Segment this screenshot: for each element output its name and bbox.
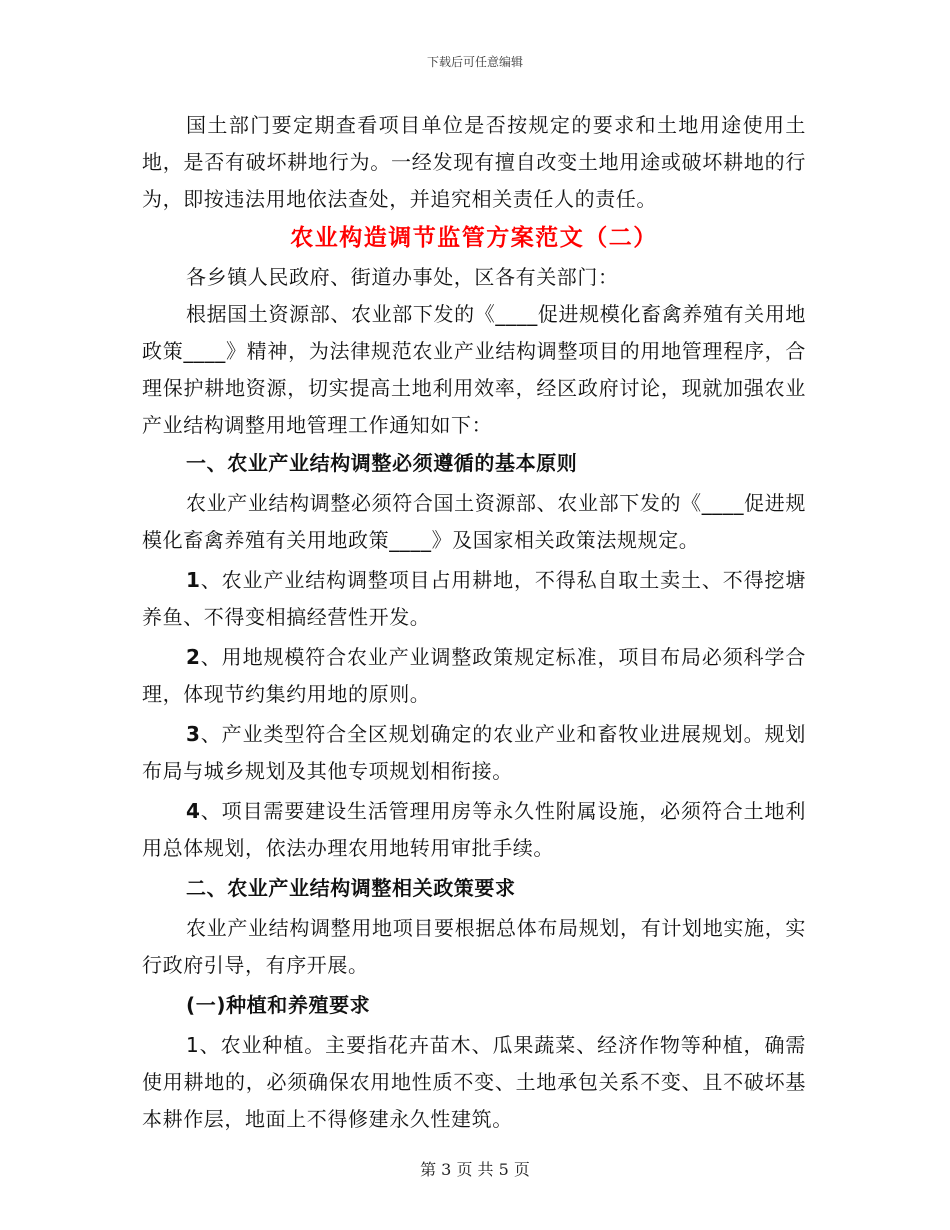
- section-1-item-1: [142, 562, 806, 636]
- page-header: 下载后可任意编辑: [426, 55, 523, 69]
- section-1-item-3: [142, 716, 806, 790]
- document-title: 农业构造调节监管方案范文（二）: [290, 225, 658, 251]
- opening-paragraph: 根据国土资源部、农业部下发的《____促进规模化畜禽养殖有关用地政策____》精神，为法律规范农业产业结构调整项目的用地管理程序，合理保护耕地资源，切实提高土地利用效率，经区政府讨论，现就加强农业产业结构调整用地管理工作通知如下：: [142, 302, 806, 437]
- item-text: 、产业类型符合全区规划确定的农业产业和畜牧业进展规划。规划布局与城乡规划及其他专项规划相衔接。: [142, 722, 806, 783]
- item-number: 4: [186, 799, 201, 823]
- document-body: [142, 107, 806, 1138]
- item-text: 、用地规模符合农业产业调整政策规定标准，项目布局必须科学合理，体现节约集约用地的原则。: [142, 645, 806, 706]
- section-1-item-2: [142, 639, 806, 713]
- item-number: 1: [186, 568, 201, 592]
- salutation: 各乡镇人民政府、街道办事处，区各有关部门：: [186, 265, 619, 289]
- item-number: 3: [186, 722, 201, 746]
- section-1-heading: 一、农业产业结构调整必须遵循的基本原则: [186, 451, 578, 475]
- item-text: 、农业产业结构调整项目占用耕地，不得私自取土卖土、不得挖塘养鱼、不得变相搞经营性开发。: [142, 568, 806, 629]
- intro-paragraph: 国土部门要定期查看项目单位是否按规定的要求和土地用途使用土地，是否有破坏耕地行为。一经发现有擅自改变土地用途或破坏耕地的行为，即按违法用地依法查处，并追究相关责任人的责任。: [142, 113, 806, 211]
- section-1-item-4: [142, 793, 806, 867]
- item-text: 、项目需要建设生活管理用房等永久性附属设施，必须符合土地利用总体规划，依法办理农用地转用审批手续。: [142, 799, 806, 860]
- page-footer: 第 3 页 共 5 页: [420, 1160, 530, 1179]
- section-2-item-1: 1、农业种植。主要指花卉苗木、瓜果蔬菜、经济作物等种植，确需使用耕地的，必须确保农用地性质不变、土地承包关系不变、且不破坏基本耕作层，地面上不得修建永久性建筑。: [142, 1033, 806, 1131]
- section-2-subheading: (一)种植和养殖要求: [186, 993, 371, 1017]
- section-1-intro: 农业产业结构调整必须符合国土资源部、农业部下发的《____促进规模化畜禽养殖有关用地政策____》及国家相关政策法规规定。: [142, 491, 806, 552]
- section-2-heading: 二、农业产业结构调整相关政策要求: [186, 876, 516, 900]
- item-number: 2: [186, 645, 201, 669]
- section-2-intro: 农业产业结构调整用地项目要根据总体布局规划，有计划地实施，实行政府引导，有序开展。: [142, 916, 806, 977]
